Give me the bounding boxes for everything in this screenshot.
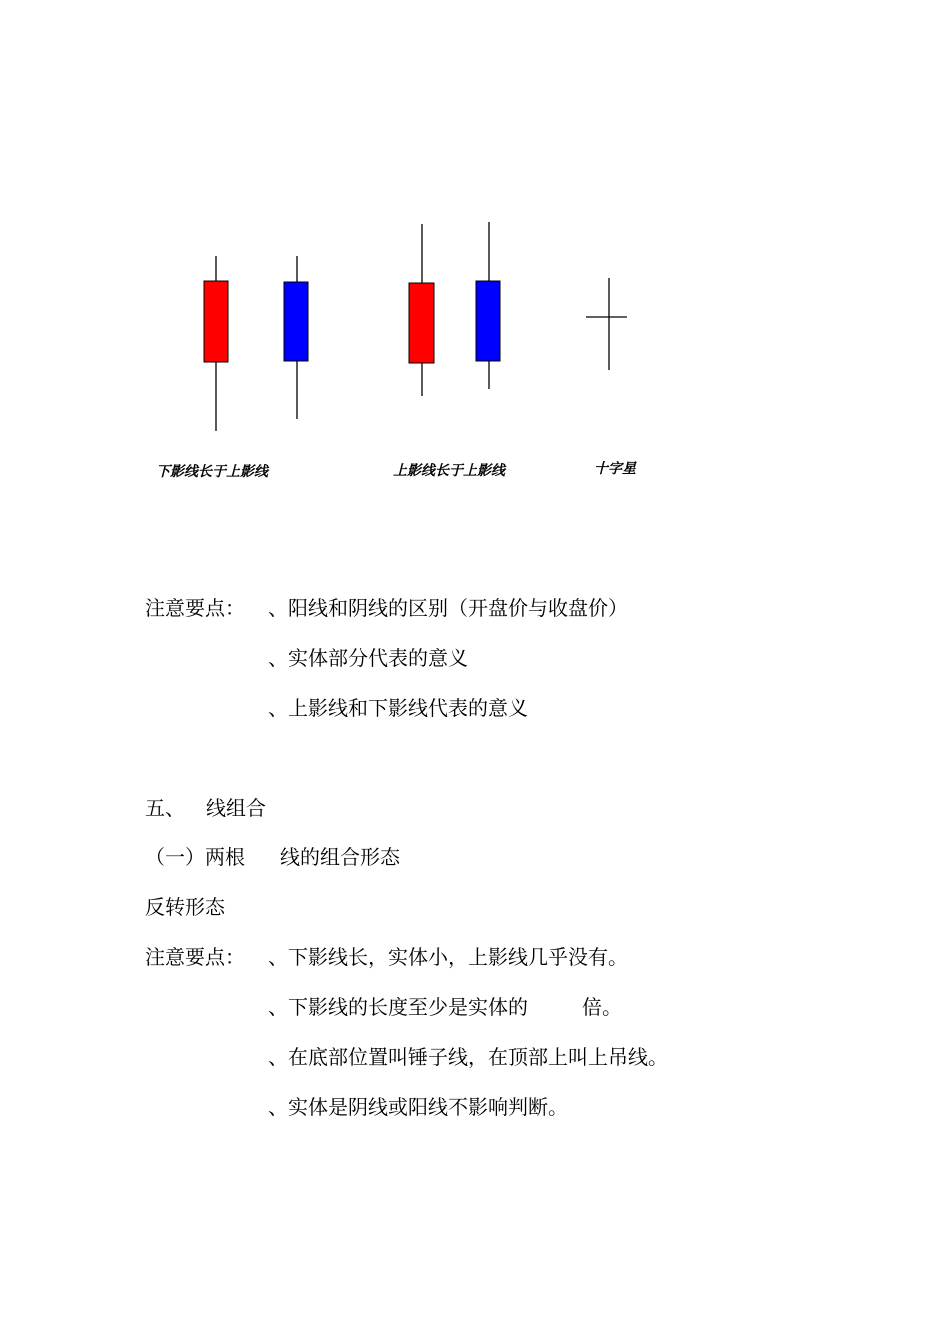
notes1-item-1: 、阳线和阴线的区别（开盘价与收盘价） bbox=[268, 596, 628, 620]
notes1-item-3: 、上影线和下影线代表的意义 bbox=[268, 696, 528, 720]
doji-cross bbox=[586, 278, 627, 370]
notes2-label: 注意要点： bbox=[145, 945, 245, 969]
section-title: 线组合 bbox=[206, 796, 266, 820]
notes2-item-1: 、下影线长，实体小，上影线几乎没有。 bbox=[268, 945, 628, 969]
candle-blue-long-lower bbox=[284, 256, 308, 419]
notes2-item-3: 、在底部位置叫锤子线，在顶部上叫上吊线。 bbox=[268, 1045, 668, 1069]
candle-red-long-upper bbox=[409, 224, 434, 396]
notes2-item-2: 、下影线的长度至少是实体的 bbox=[268, 995, 528, 1019]
caption-long-upper-shadow: 上影线长于上影线 bbox=[393, 463, 505, 479]
notes2-item-4: 、实体是阴线或阳线不影响判断。 bbox=[268, 1095, 568, 1119]
caption-long-lower-shadow: 下影线长于上影线 bbox=[156, 464, 268, 480]
caption-doji: 十字星 bbox=[594, 461, 636, 477]
subsection-title-a: （一）两根 bbox=[145, 845, 245, 869]
notes1-item-2: 、实体部分代表的意义 bbox=[268, 646, 468, 670]
candle-red-long-lower bbox=[204, 256, 228, 431]
candle-blue-long-upper bbox=[476, 222, 500, 389]
candlestick-figure bbox=[0, 0, 950, 520]
category-title: 反转形态 bbox=[145, 895, 225, 919]
notes1-label: 注意要点： bbox=[145, 596, 245, 620]
subsection-title-b: 线的组合形态 bbox=[280, 845, 400, 869]
section-number: 五、 bbox=[145, 796, 185, 820]
notes2-item-2-suffix: 倍。 bbox=[582, 995, 622, 1019]
